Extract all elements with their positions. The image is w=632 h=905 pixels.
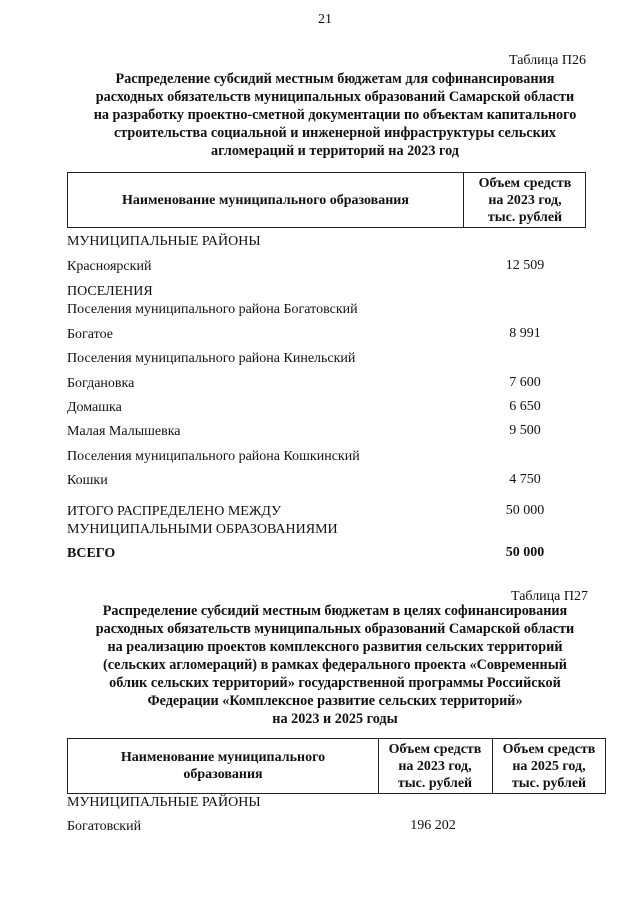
distributed-line: МУНИЦИПАЛЬНЫМИ ОБРАЗОВАНИЯМИ — [67, 522, 338, 537]
header-line: тыс. рублей — [511, 775, 587, 791]
table-row-name: Красноярский — [67, 259, 152, 274]
title-line: строительства социальной и инженерной инфраструктуры сельских — [113, 125, 557, 141]
table-row-name: Поселения муниципального района Кошкинский — [67, 449, 360, 464]
distributed-line: ИТОГО РАСПРЕДЕЛЕНО МЕЖДУ — [67, 504, 281, 519]
table-p27-label: Таблица П27 — [511, 589, 588, 604]
table-p26-header — [67, 172, 586, 228]
table-row-name: Малая Малышевка — [67, 424, 181, 439]
table-row-value: 4 750 — [509, 472, 541, 487]
table-row-value: 6 650 — [509, 399, 541, 414]
table-row-name: МУНИЦИПАЛЬНЫЕ РАЙОНЫ — [67, 234, 261, 249]
table-p27-header — [67, 738, 606, 794]
title-line: Распределение субсидий местным бюджетам для софинансирования — [115, 71, 555, 87]
header-name — [68, 739, 378, 793]
distributed-label — [67, 503, 338, 539]
total-value: 50 000 — [505, 545, 545, 560]
page-number: 21 — [318, 12, 332, 27]
header-line: Наименование муниципального — [120, 750, 326, 765]
table-row-name: Богдановка — [67, 376, 135, 391]
table-row-name: Поселения муниципального района Богатовский — [67, 302, 358, 317]
title-line: Распределение субсидий местным бюджетам в целях софинансирования — [102, 603, 568, 619]
header-volume-2025 — [493, 739, 605, 793]
title-line: на реализацию проектов комплексного развития сельских территорий — [107, 639, 563, 655]
title-line: на разработку проектно-сметной документации по объектам капитального — [93, 107, 577, 123]
table-row-name: Кошки — [67, 473, 108, 488]
header-line: Объем средств — [502, 741, 596, 757]
title-line: агломераций и территорий на 2023 год — [211, 143, 459, 159]
table-row-name: Домашка — [67, 400, 122, 415]
table-p26-label: Таблица П26 — [509, 53, 586, 68]
header-line: образования — [183, 767, 263, 782]
title-line: (сельских агломераций) в рамках федерального проекта «Современный — [102, 657, 567, 673]
table-row-value: 9 500 — [509, 423, 541, 438]
table-p27-title — [40, 602, 630, 728]
header-name: Наименование муниципального образования — [122, 192, 409, 208]
header-line: на 2023 год, — [398, 758, 472, 774]
table-row-name: ПОСЕЛЕНИЯ — [67, 284, 153, 299]
title-line: расходных обязательств муниципальных образований Самарской области — [95, 89, 575, 105]
header-line: тыс. рублей — [487, 209, 563, 225]
table-p26-title — [40, 70, 630, 160]
title-line: на 2023 и 2025 годы — [272, 711, 398, 727]
table-row-name: Богатое — [67, 327, 113, 342]
table-row-value: 8 991 — [509, 326, 541, 341]
header-line: тыс. рублей — [397, 775, 473, 791]
table-row-name: Поселения муниципального района Кинельский — [67, 351, 356, 366]
header-line: Объем средств — [388, 741, 482, 757]
header-line: на 2025 год, — [512, 758, 586, 774]
title-line: облик сельских территорий» государственной программы Российской — [109, 675, 561, 691]
total-label: ВСЕГО — [67, 546, 116, 561]
title-line: Федерации «Комплексное развитие сельских территорий» — [147, 693, 523, 709]
distributed-value: 50 000 — [505, 503, 545, 518]
table-row-value: 7 600 — [509, 375, 541, 390]
header-line: Объем средств — [478, 175, 572, 191]
table-row-value: 12 509 — [505, 258, 545, 273]
table-row-name: МУНИЦИПАЛЬНЫЕ РАЙОНЫ — [67, 795, 261, 810]
header-line: на 2023 год, — [488, 192, 562, 208]
header-volume-2023 — [379, 739, 491, 793]
table-row-name: Богатовский — [67, 819, 142, 834]
title-line: расходных обязательств муниципальных образований Самарской области — [95, 621, 575, 637]
table-row-value-2023: 196 202 — [410, 818, 456, 833]
header-volume — [464, 173, 586, 227]
